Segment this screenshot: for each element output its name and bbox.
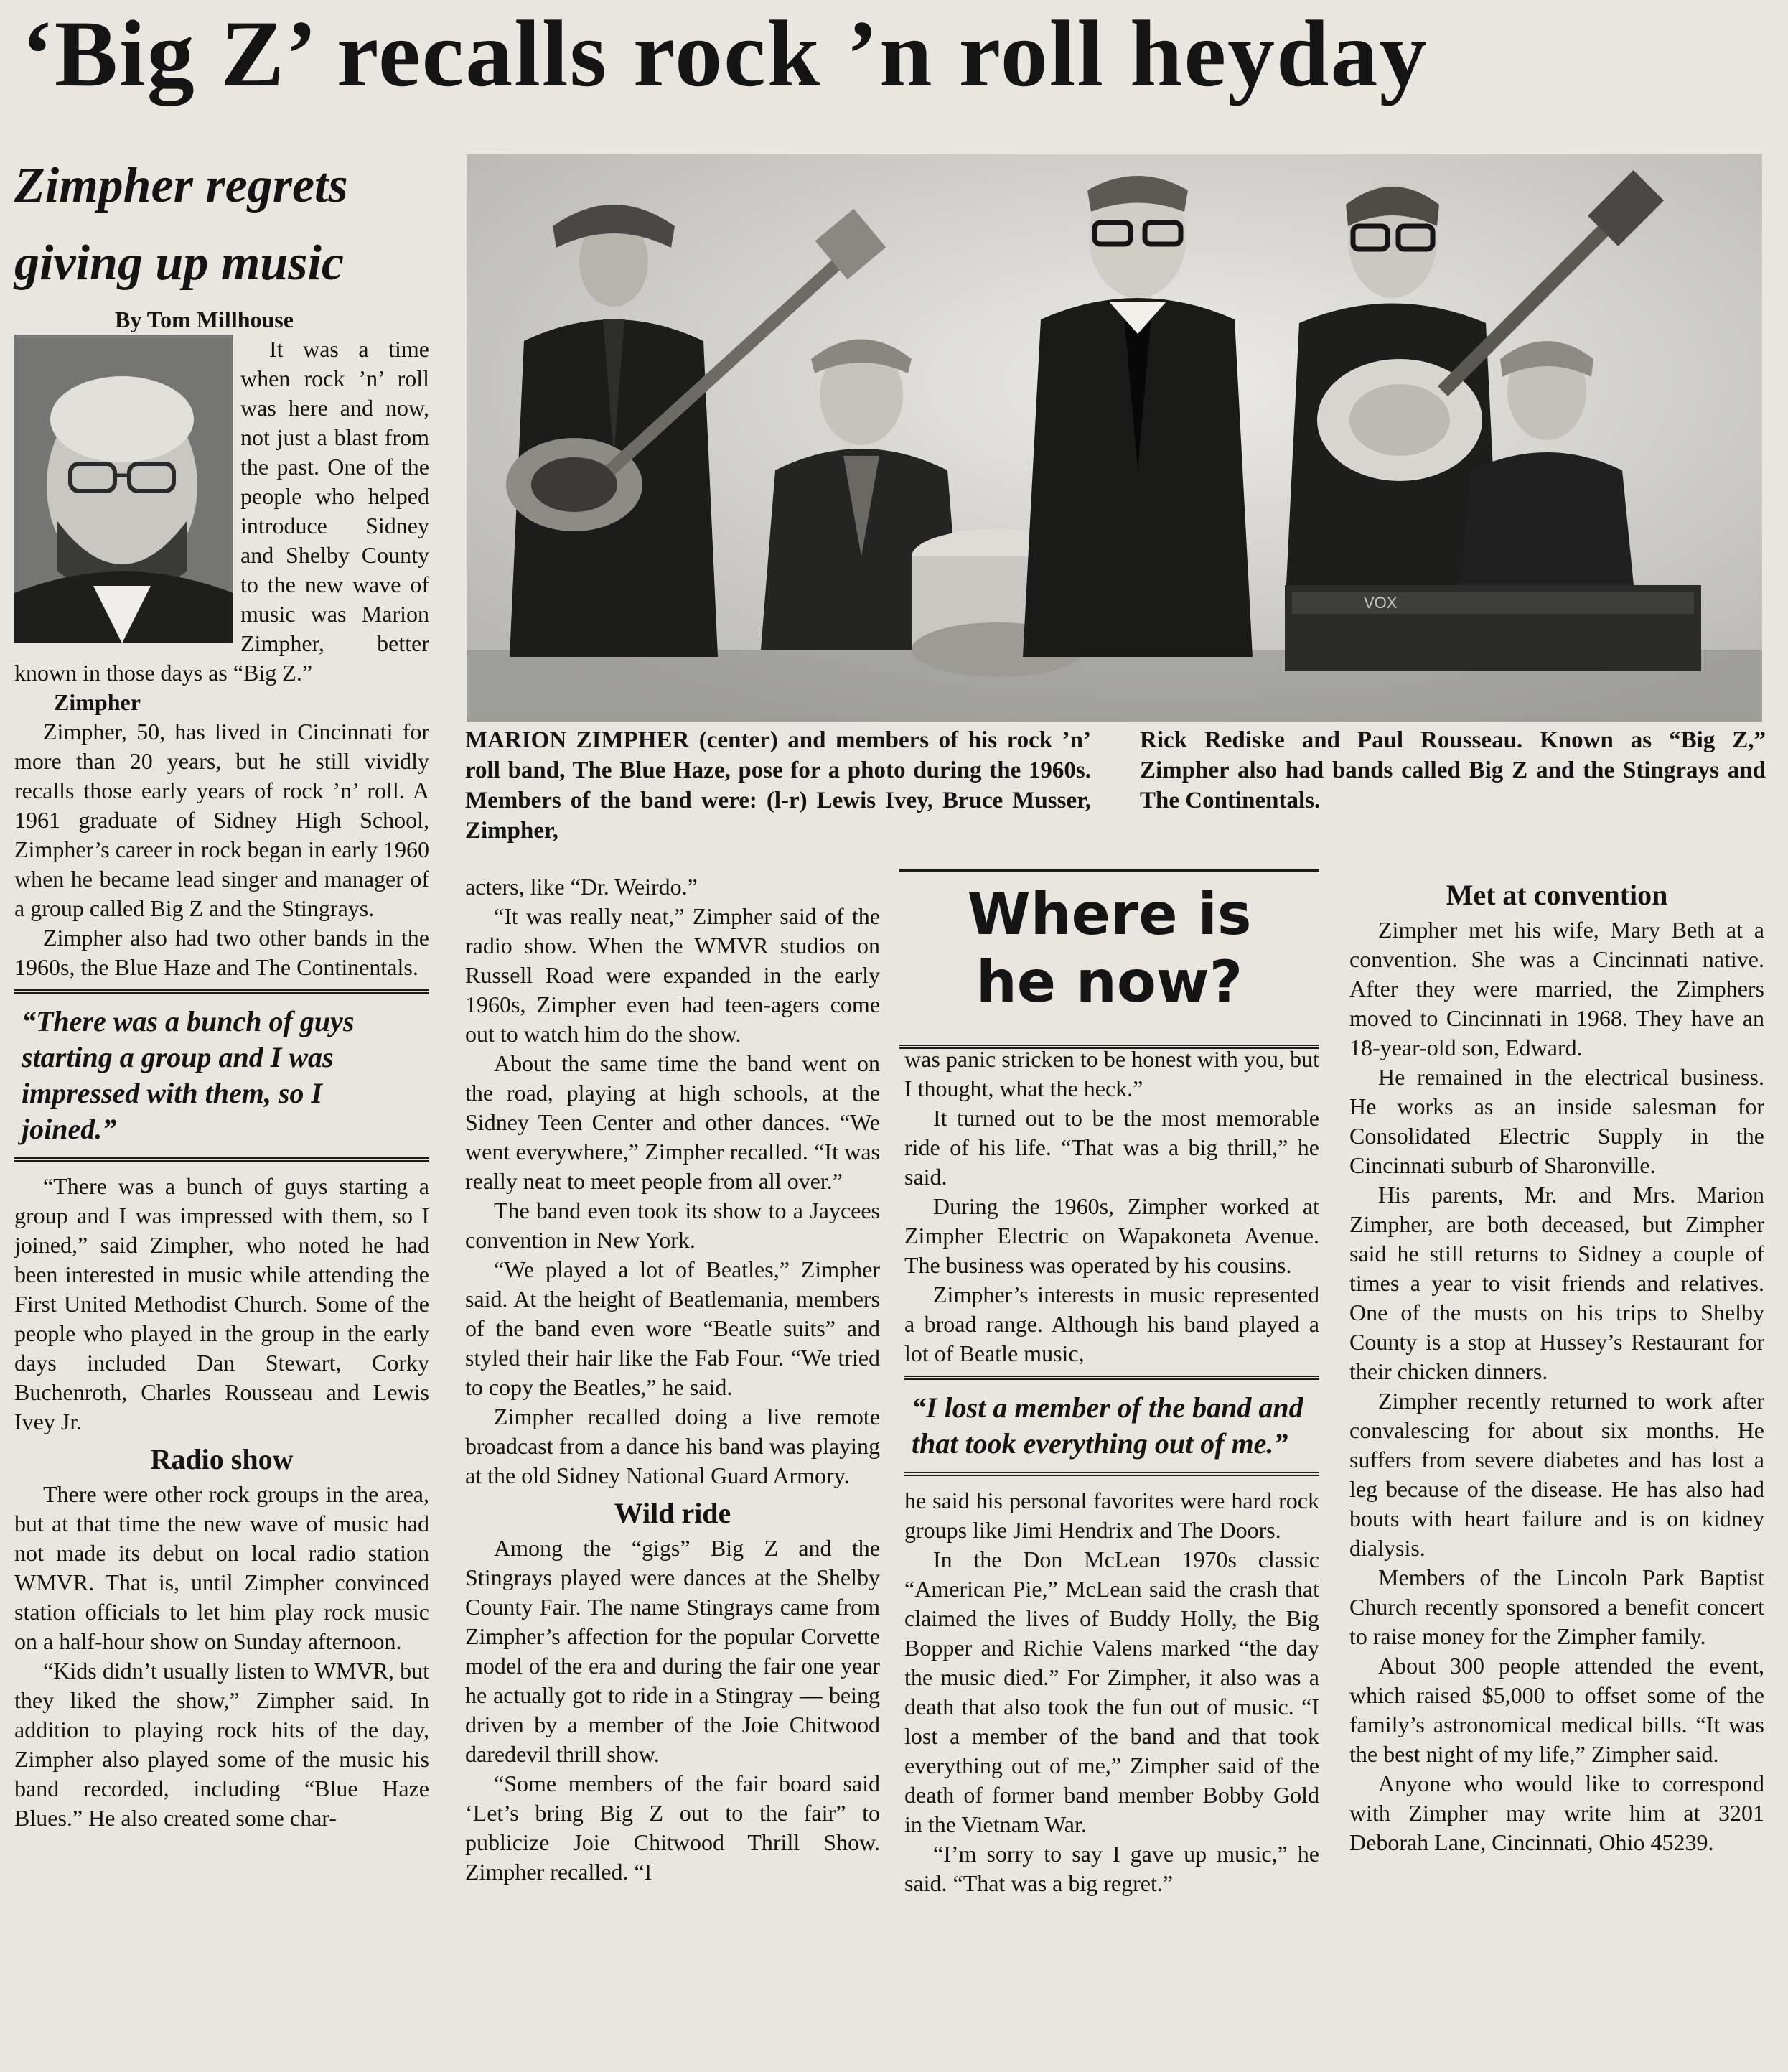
subhead-wild-ride: Wild ride [614, 1497, 731, 1529]
kicker-headline: Zimpher regrets giving up music [14, 158, 348, 291]
article-paragraph: “Some members of the fair board said ‘Let’s bring Big Z out to the fair” to publicize Joie Chitwood Thrill Show. Zimpher recalled. “I [465, 1770, 880, 1885]
article-paragraph: “I’m sorry to say I gave up music,” he said. “That was a big regret.” [904, 1841, 1319, 1896]
subhead-met-at-convention: Met at convention [1446, 879, 1668, 911]
band-photo-image [467, 154, 1762, 722]
article-paragraph: “Kids didn’t usually listen to WMVR, but they liked the show,” Zimpher said. In addition to playing rock hits of the day, Zimpher also played some of the music his band recorded, including “Blue Haze Blues.” He also created some char- [14, 1658, 429, 1831]
subhead-radio-show: Radio show [150, 1443, 294, 1475]
article-paragraph: About 300 people attended the event, which raised $5,000 to offset some of the family’s astronomical medical bills. “It was the best night of my life,” Zimpher said. [1349, 1653, 1764, 1767]
article-paragraph: Zimpher met his wife, Mary Beth at a convention. She was a Cincinnati native. After they were married, the Zimphers moved to Cincinnati in 1968. They have an 18-year-old son, Edward. [1349, 917, 1764, 1060]
article-paragraph: “There was a bunch of guys starting a group and I was impressed with them, so I joined,” said Zimpher, who noted he had been interested in music while attending the First United Methodist Church. Some of the people who played in the group in the early days included Dan Stewart, Corky Buchenroth, Charles Rousseau and Lewis Ivey Jr. [14, 1173, 429, 1434]
article-paragraph: “It was really neat,” Zimpher said of the radio show. When the WMVR studios on Russell Road were expanded in the early 1960s, Zimpher even had teen-agers come out to watch him do the show. [465, 903, 880, 1047]
article-paragraph: During the 1960s, Zimpher worked at Zimpher Electric on Wapakoneta Avenue. The business was operated by his cousins. [904, 1193, 1319, 1278]
where-title-line-2: he now? [975, 948, 1243, 1015]
byline: By Tom Millhouse [115, 307, 294, 332]
article-paragraph: About the same time the band went on the road, playing at high schools, at the Sidney Teen Center and other dances. “We went everywhere,” Zimpher recalled. “It was really neat to meet people from all over.” [465, 1050, 880, 1194]
article-paragraph: was panic stricken to be honest with you, but I thought, what the heck.” [904, 1046, 1319, 1101]
article-paragraph: “We played a lot of Beatles,” Zimpher said. At the height of Beatlemania, members of the band even wore “Beatle suits” and styled their hair like the Fab Four. “We tried to copy the Beatles,” he said. [465, 1256, 880, 1400]
photo-caption-part-2: Rick Rediske and Paul Rousseau. Known as “Big Z,” Zimpher also had bands called Big Z and the Stingrays and The Continentals. [1140, 727, 1766, 813]
article-column-4 [1349, 879, 1764, 1857]
zimpher-portrait-photo [14, 335, 233, 643]
article-paragraph: Zimpher recently returned to work after convalescing for about six months. He suffers from severe diabetes and has lost a leg because of the disease. He has also had bouts with heart failure and is on kidney dialysis. [1349, 1388, 1764, 1561]
article-paragraph: Among the “gigs” Big Z and the Stingrays played were dances at the Shelby County Fair. The name Stingrays came from Zimpher’s affection for the popular Corvette model of the era and during the fair one year he actually got to ride in a Stingray — being driven by a member of the Joie Chitwood daredevil thrill show. [465, 1535, 880, 1767]
article-column-1 [14, 305, 429, 1833]
portrait-caption: Zimpher [54, 689, 141, 715]
headline: ‘Big Z’ recalls rock ’n roll heyday [22, 1, 1428, 106]
article-column-3 [904, 1045, 1319, 1898]
article-paragraph: It turned out to be the most memorable ride of his life. “That was a big thrill,” he said. [904, 1105, 1319, 1190]
article-paragraph: he said his personal favorites were hard rock groups like Jimi Hendrix and The Doors. [904, 1488, 1319, 1543]
where-title-line-1: Where is [967, 881, 1252, 948]
photo-caption-part-1: MARION ZIMPHER (center) and members of his rock ’n’ roll band, The Blue Haze, pose for a photo during the 1960s. Members of the band were: (l-r) Lewis Ivey, Bruce Musser, Zimpher, [465, 727, 1091, 844]
article-column-2 [465, 872, 880, 1887]
portrait-image [14, 335, 233, 643]
pull-quote: “There was a bunch of guys starting a group and I was impressed with them, so I joined.” [14, 989, 429, 1162]
article-paragraph: He remained in the electrical business. He works as an inside salesman for Consolidated Electric Supply in the Cincinnati suburb of Sharonville. [1349, 1064, 1764, 1178]
article-paragraph: Zimpher recalled doing a live remote broadcast from a dance his band was playing at the old Sidney National Guard Armory. [465, 1404, 880, 1488]
where-is-he-now-box [899, 869, 1319, 1049]
pull-quote: “I lost a member of the band and that took everything out of me.” [904, 1376, 1319, 1476]
article-paragraph: Zimpher also had two other bands in the 1960s, the Blue Haze and The Continentals. [14, 925, 429, 980]
article-paragraph: Members of the Lincoln Park Baptist Church recently sponsored a benefit concert to raise money for the Zimpher family. [1349, 1564, 1764, 1649]
article-paragraph: acters, like “Dr. Weirdo.” [465, 874, 698, 900]
article-paragraph: There were other rock groups in the area, but at that time the new wave of music had not made its debut on local radio station WMVR. That is, until Zimpher convinced station officials to let him play rock music on a half-hour show on Sunday afternoon. [14, 1481, 429, 1654]
article-paragraph: Zimpher, 50, has lived in Cincinnati for more than 20 years, but he still vividly recalls those early years of rock ’n’ roll. A 1961 graduate of Sidney High School, Zimpher’s career in rock began in early 1960 when he became lead singer and manager of a group called Big Z and the Stingrays. [14, 719, 429, 921]
article-paragraph: The band even took its show to a Jaycees convention in New York. [465, 1198, 880, 1253]
band-photo [467, 154, 1762, 722]
article-paragraph: Zimpher’s interests in music represented a broad range. Although his band played a lot of Beatle music, [904, 1282, 1319, 1366]
article-paragraph: In the Don McLean 1970s classic “American Pie,” McLean said the crash that claimed the lives of Buddy Holly, the Big Bopper and Richie Valens marked “the day the music died.” For Zimpher, it also was a death that also took the fun out of music. “I lost a member of the band and that took everything out of me,” Zimpher said of the death of former band member Bobby Gold in the Vietnam War. [904, 1546, 1319, 1837]
article-paragraph: Anyone who would like to correspond with Zimpher may write him at 3201 Deborah Lane, Cincinnati, Ohio 45239. [1349, 1770, 1764, 1855]
article-paragraph: It was a time when rock ’n’ roll was here and now, not just a blast from the past. One of the people who helped introduce Sidney and Shelby County to the new wave of music was Marion Zimpher, better known in those days as “Big Z.” [14, 336, 429, 686]
amp-label: VOX [1364, 594, 1398, 612]
article-paragraph: His parents, Mr. and Mrs. Marion Zimpher, are both deceased, but Zimpher said he still returns to Sidney a couple of times a year to visit friends and relatives. One of the musts on his trips to Shelby County is a stop at Hussey’s Restaurant for their chicken dinners. [1349, 1182, 1764, 1384]
